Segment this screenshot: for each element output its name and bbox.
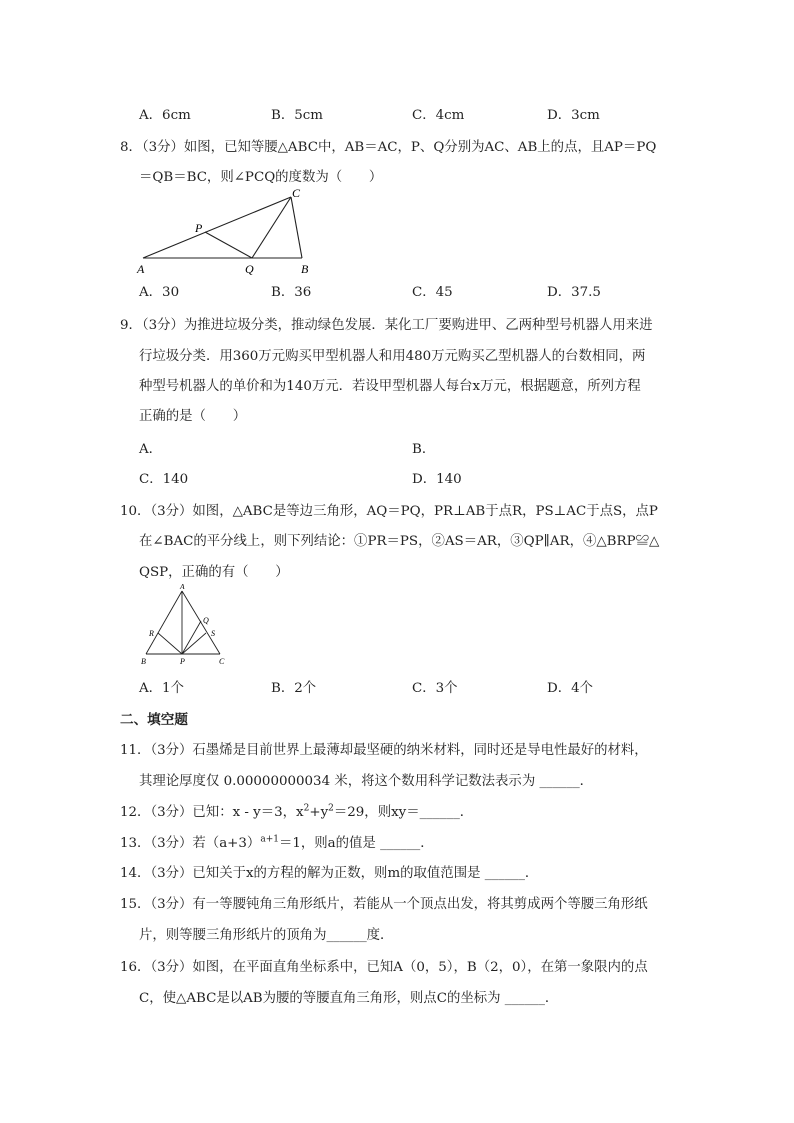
q10-label-r: R (149, 629, 154, 638)
q8-segment-qc (252, 197, 291, 258)
q9-stem-line-2: 行垃圾分类．用360万元购买甲型机器人和用480万元购买乙型机器人的台数相同，两 (139, 349, 646, 364)
q8-stem-line-2: ＝QB＝BC，则∠PCQ的度数为（ ） (139, 170, 383, 185)
q10-segment-pq (182, 621, 201, 654)
q10-option-c: C．3个 (412, 681, 458, 696)
section-heading-fill-in: 二、填空题 (120, 712, 188, 728)
q12-prefix: 12．（3分）已知：x - y＝3，x (120, 805, 304, 820)
q9-stem-line-3: 种型号机器人的单价和为140万元．若设甲型机器人每台x万元，根据题意，所列方程 (139, 379, 641, 394)
q9-option-b: B． (412, 442, 436, 457)
q8-stem-line-1: 8．（3分）如图，已知等腰△ABC中，AB＝AC，P、Q分别为AC、AB上的点，且AP＝PQ (120, 140, 657, 155)
q10-label-c: C (219, 657, 225, 666)
q8-option-c: C．45 (412, 285, 453, 300)
q13-exponent: a+1 (260, 834, 279, 845)
q14-stem-line-1: 14．（3分）已知关于x的方程的解为正数，则m的取值范围是 ______． (120, 866, 539, 881)
q10-label-a: A (180, 583, 185, 591)
q15-stem-line-1: 15．（3分）有一等腰钝角三角形纸片，若能从一个顶点出发，将其剪成两个等腰三角形纸 (120, 897, 648, 912)
q12-stem (120, 801, 473, 820)
q10-segment-ps (182, 633, 206, 654)
q10-segment-ab (146, 591, 182, 654)
q16-stem-line-1: 16．（3分）如图，在平面直角坐标系中，已知A（0，5），B（2，0），在第一象限内的点 (120, 960, 648, 975)
q13-suffix: ＝1，则a的值是 ______． (278, 836, 434, 851)
q10-label-b: B (141, 657, 146, 666)
q10-option-d: D．4个 (547, 681, 594, 696)
q8-option-b: B．36 (271, 285, 312, 300)
q10-triangle-figure (135, 583, 235, 669)
q12-sup-2: 2 (328, 803, 334, 814)
q7-option-a: A．6cm (139, 108, 191, 123)
q9-option-d: D．140 (412, 472, 462, 487)
q10-label-q: Q (203, 616, 209, 625)
q7-option-b: B．5cm (271, 108, 323, 123)
q8-label-c: C (292, 186, 301, 200)
q12-sup-1: 2 (303, 803, 310, 814)
q10-option-b: B．2个 (271, 681, 317, 696)
q8-option-a: A．30 (139, 285, 180, 300)
q10-option-a: A．1个 (139, 681, 184, 696)
q10-stem-line-3: QSP，正确的有（ ） (139, 565, 289, 580)
q7-option-c: C．4cm (412, 108, 465, 123)
q7-option-d: D．3cm (547, 108, 600, 123)
q10-label-s: S (211, 629, 215, 638)
q12-mid: +y (309, 805, 329, 820)
q10-segment-pr (158, 633, 182, 654)
q11-stem-line-1: 11．（3分）石墨烯是目前世界上最薄却最坚硬的纳米材料，同时还是导电性最好的材料， (120, 743, 648, 758)
q12-suffix: ＝29，则xy＝______． (333, 805, 474, 820)
q10-stem-line-2: 在∠BAC的平分线上，则下列结论：①PR＝PS，②AS＝AR，③QP∥AR，④△BRP≌△ (139, 534, 660, 549)
q8-label-a: A (137, 262, 145, 276)
q8-label-b: B (301, 262, 309, 276)
q9-stem-line-4: 正确的是（ ） (139, 409, 247, 424)
q10-label-p: P (180, 657, 185, 666)
q8-triangle-figure (135, 185, 320, 277)
q15-stem-line-2: 片，则等腰三角形纸片的顶角为______度． (139, 928, 394, 943)
q13-prefix: 13．（3分）若（a+3） (120, 836, 261, 851)
q13-stem (120, 832, 434, 851)
q16-stem-line-2: C，使△ABC是以AB为腰的等腰直角三角形，则点C的坐标为 ______． (139, 991, 559, 1006)
q8-label-p: P (195, 221, 203, 235)
q8-segment-ac (143, 197, 291, 258)
q11-stem-line-2: 其理论厚度仅 0.00000000034 米，将这个数用科学记数法表示为 ______． (139, 774, 594, 789)
q8-label-q: Q (245, 262, 254, 276)
q9-option-c: C．140 (139, 472, 189, 487)
q9-option-a: A． (139, 442, 163, 457)
q9-stem-line-1: 9．（3分）为推进垃圾分类，推动绿色发展．某化工厂要购进甲、乙两种型号机器人用来进 (120, 318, 653, 333)
q8-segment-pq (205, 232, 252, 258)
q8-option-d: D．37.5 (547, 285, 601, 300)
q10-stem-line-1: 10．（3分）如图，△ABC是等边三角形，AQ＝PQ，PR⊥AB于点R，PS⊥AC于点S，点P (120, 504, 658, 519)
q8-segment-bc (291, 197, 302, 258)
